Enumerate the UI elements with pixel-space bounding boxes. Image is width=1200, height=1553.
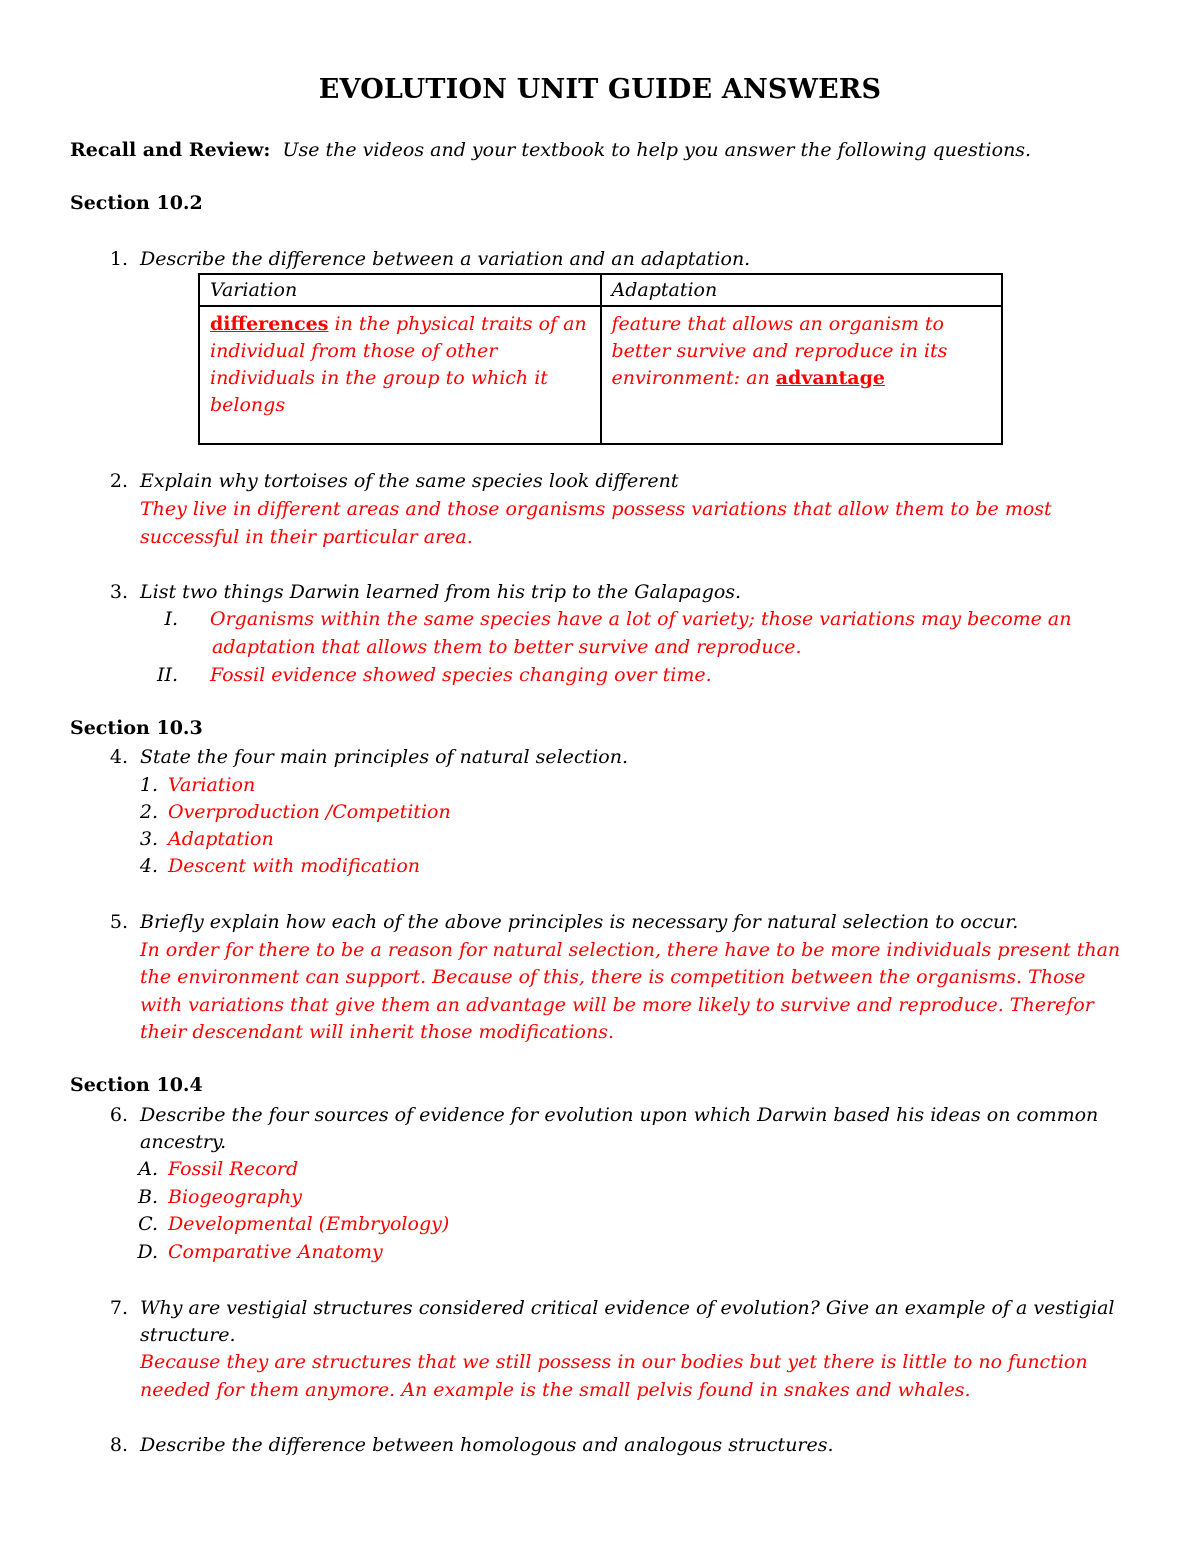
item-marker: 3. bbox=[139, 828, 158, 850]
item-marker: 4. bbox=[139, 855, 158, 877]
question-text: Describe the difference between homologous and analogous structures. bbox=[140, 1434, 834, 1456]
question-number: 3. bbox=[109, 581, 128, 603]
list-item bbox=[130, 825, 274, 853]
section-heading-10-4: Section 10.4 bbox=[70, 1074, 203, 1096]
question-3 bbox=[98, 578, 741, 606]
question-6 bbox=[98, 1101, 1098, 1129]
answer-5-line-4: their descendant will inherit those modifications. bbox=[140, 1021, 615, 1043]
answer-5-line-1: In order for there to be a reason for natural selection, there have to be more individuals present than bbox=[140, 939, 1121, 961]
intro-label: Recall and Review: bbox=[70, 139, 271, 161]
question-number: 8. bbox=[109, 1434, 128, 1456]
question-8 bbox=[98, 1431, 834, 1459]
item-marker: 1. bbox=[139, 774, 158, 796]
list-item bbox=[140, 605, 1072, 633]
list-item bbox=[130, 798, 451, 826]
section-heading-10-3: Section 10.3 bbox=[70, 717, 203, 739]
list-item bbox=[130, 852, 420, 880]
item-text: Comparative Anatomy bbox=[168, 1241, 383, 1263]
item-text: Developmental (Embryology) bbox=[168, 1213, 450, 1235]
item-marker: C. bbox=[138, 1213, 158, 1235]
question-7-continuation: structure. bbox=[140, 1324, 236, 1346]
item-marker: II. bbox=[156, 664, 178, 686]
table-header-adaptation: Adaptation bbox=[601, 274, 1003, 306]
table-header-variation: Variation bbox=[199, 274, 601, 306]
item-text: Organisms within the same species have a lot of variety; those variations may become an bbox=[210, 608, 1072, 630]
answer-5-line-3: with variations that give them an advantage will be more likely to survive and reproduce. Therefor bbox=[140, 994, 1094, 1016]
item-text: Variation bbox=[168, 774, 256, 796]
intro-text: Use the videos and your textbook to help you answer the following questions. bbox=[282, 139, 1032, 161]
question-2 bbox=[98, 467, 678, 495]
item-text: Fossil Record bbox=[168, 1158, 299, 1180]
item-marker: D. bbox=[137, 1241, 158, 1263]
table-cell-adaptation bbox=[601, 306, 1003, 444]
item-text: Adaptation bbox=[168, 828, 274, 850]
question-text: State the four main principles of natural selection. bbox=[140, 746, 628, 768]
question-text: Briefly explain how each of the above principles is necessary for natural selection to occur. bbox=[140, 911, 1019, 933]
variation-keyword: differences bbox=[210, 313, 329, 335]
list-item-continuation: adaptation that allows them to better survive and reproduce. bbox=[212, 636, 802, 658]
question-4 bbox=[98, 743, 628, 771]
adaptation-keyword: advantage bbox=[775, 367, 885, 389]
list-item bbox=[130, 1238, 383, 1266]
question-number: 5. bbox=[109, 911, 128, 933]
question-1 bbox=[98, 245, 750, 273]
item-text: Biogeography bbox=[168, 1186, 303, 1208]
item-text: Overproduction /Competition bbox=[168, 801, 451, 823]
question-text: Explain why tortoises of the same species look different bbox=[140, 470, 679, 492]
question-number: 1. bbox=[109, 248, 128, 270]
question-number: 4. bbox=[109, 746, 128, 768]
question-text: List two things Darwin learned from his trip to the Galapagos. bbox=[140, 581, 742, 603]
list-item bbox=[130, 1210, 449, 1238]
list-item bbox=[130, 1155, 298, 1183]
answer-5-line-2: the environment can support. Because of this, there is competition between the organisms. Those bbox=[140, 966, 1086, 988]
item-marker: 2. bbox=[139, 801, 158, 823]
question-number: 7. bbox=[109, 1297, 128, 1319]
adaptation-definition: feature that allows an organism to better survive and reproduce in its environment: an bbox=[611, 313, 948, 389]
item-marker: B. bbox=[137, 1186, 158, 1208]
question-5 bbox=[98, 908, 1018, 936]
question-number: 2. bbox=[109, 470, 128, 492]
item-text: Descent with modification bbox=[168, 855, 421, 877]
item-marker: I. bbox=[164, 608, 178, 630]
intro-line bbox=[70, 136, 1031, 164]
page-title: EVOLUTION UNIT GUIDE ANSWERS bbox=[318, 74, 882, 105]
question-6-continuation: ancestry. bbox=[140, 1131, 227, 1153]
item-text: Fossil evidence showed species changing over time. bbox=[210, 664, 712, 686]
answer-7-line-2: needed for them anymore. An example is the small pelvis found in snakes and whales. bbox=[140, 1379, 971, 1401]
question-7 bbox=[98, 1294, 1115, 1322]
answer-2-line-1: They live in different areas and those organisms possess variations that allow them to be most bbox=[140, 498, 1052, 520]
list-item bbox=[130, 1183, 302, 1211]
list-item bbox=[130, 771, 255, 799]
answer-2-line-2: successful in their particular area. bbox=[140, 526, 473, 548]
list-item bbox=[140, 661, 712, 689]
variation-definition: in the physical traits of an individual from those of other individuals in the group to which it belongs bbox=[210, 313, 587, 416]
table-cell-variation bbox=[199, 306, 601, 444]
answer-7-line-1: Because they are structures that we still possess in our bodies but yet there is little to no function bbox=[140, 1351, 1088, 1373]
section-heading-10-2: Section 10.2 bbox=[70, 192, 203, 214]
question-text: Why are vestigial structures considered critical evidence of evolution? Give an example of a vestigial bbox=[140, 1297, 1115, 1319]
question-text: Describe the four sources of evidence for evolution upon which Darwin based his ideas on common bbox=[140, 1104, 1099, 1126]
item-marker: A. bbox=[138, 1158, 158, 1180]
question-number: 6. bbox=[109, 1104, 128, 1126]
question-text: Describe the difference between a variation and an adaptation. bbox=[140, 248, 751, 270]
variation-adaptation-table bbox=[198, 273, 1003, 445]
